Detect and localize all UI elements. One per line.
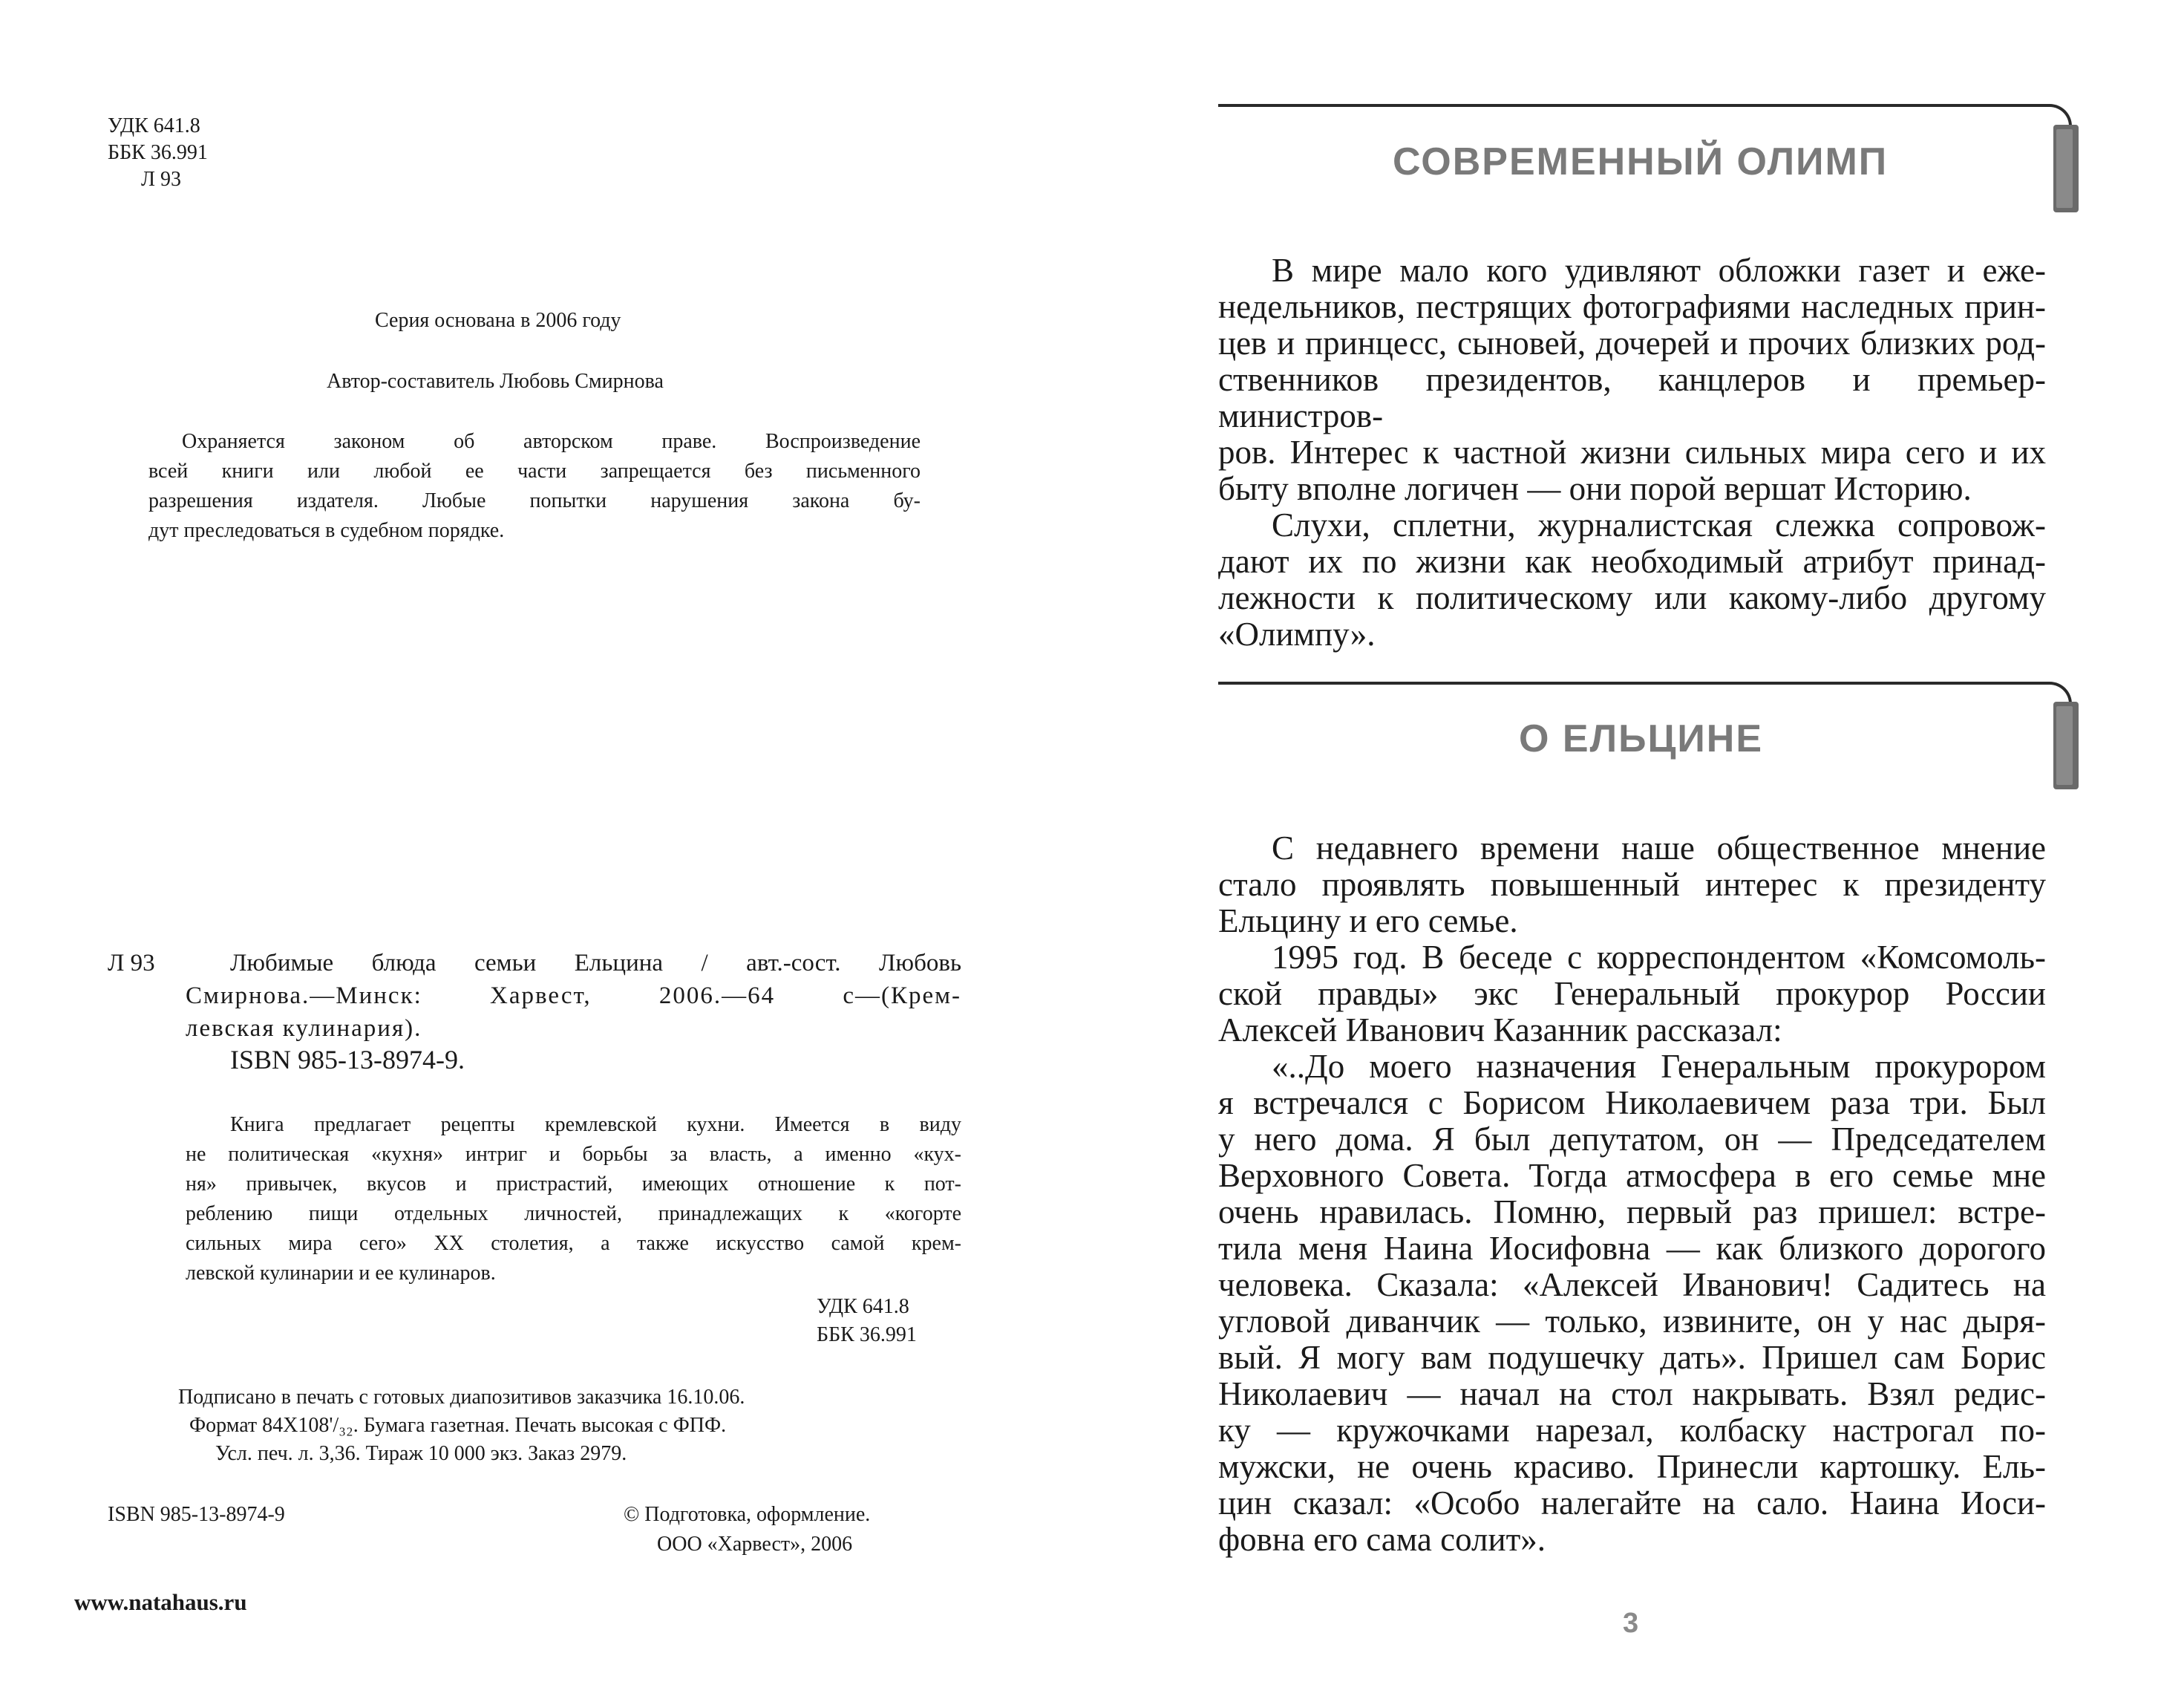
book-annotation xyxy=(186,1110,961,1288)
paragraph-line: тила меня Наина Иосифовна — как близкого дорогого xyxy=(1218,1230,2046,1267)
paragraph-line: быту вполне логичен — они порой вершат Историю. xyxy=(1218,470,1972,507)
catalog-line: левская кулинария). xyxy=(186,1015,422,1042)
copyright-line: разрешения издателя. Любые попытки нарушения закона бу- xyxy=(148,489,921,512)
website-link[interactable]: www.natahaus.ru xyxy=(74,1589,247,1615)
paragraph-line: «..До моего назначения Генеральным прокурором xyxy=(1272,1048,2046,1085)
catalog-isbn: ISBN 985-13-8974-9. xyxy=(230,1045,465,1074)
annotation-line: ня» привычек, вкусов и пристрастий, имеющих отношение к пот- xyxy=(186,1173,961,1196)
series-note: Серия основана в 2006 году xyxy=(375,309,621,332)
paragraph-line: стало проявлять повышенный интерес к президенту xyxy=(1218,866,2046,903)
paragraph-line: ской правды» экс Генеральный прокурор России xyxy=(1218,975,2046,1012)
copyright-notice xyxy=(148,427,921,546)
paragraph-line: цин сказал: «Особо налегайте на сало. Наина Иоси- xyxy=(1218,1484,2046,1522)
annotation-line: реблению пищи отдельных личностей, принадлежащих к «когорте xyxy=(186,1202,961,1225)
annotation-line: Книга предлагает рецепты кремлевской кухни. Имеется в виду xyxy=(230,1113,961,1136)
copyright-line: всей книги или любой ее части запрещается без письменного xyxy=(148,460,921,483)
imprint-line: Усл. печ. л. 3,36. Тираж 10 000 экз. Заказ 2979. xyxy=(215,1442,627,1465)
annotation-line: сильных мира сего» XX столетия, а также искусство самой крем- xyxy=(186,1232,961,1255)
catalog-description xyxy=(186,947,961,1045)
catalog-udk: УДК 641.8 xyxy=(817,1295,909,1318)
paragraph-line: вый. Я могу вам подушечку дать». Пришел сам Борис xyxy=(1218,1339,2046,1376)
author-mark: Л 93 xyxy=(141,168,181,191)
paragraph-line: фовна его сама солит». xyxy=(1218,1521,1546,1558)
paragraph-line: Ельцину и его семье. xyxy=(1218,902,1518,939)
catalog-bbk: ББК 36.991 xyxy=(817,1323,917,1346)
footer-publisher: ООО «Харвест», 2006 xyxy=(657,1533,853,1556)
header-rule xyxy=(1218,104,2024,107)
imprint-line: Подписано в печать с готовых диапозитивов заказчика 16.10.06. xyxy=(178,1386,745,1409)
paragraph-line: цев и принцесс, сыновей, дочерей и прочих близких род- xyxy=(1218,325,2046,362)
paragraph-line: С недавнего времени наше общественное мнение xyxy=(1272,829,2046,867)
paragraph-line: ственников президентов, канцлеров и премьер-министров- xyxy=(1218,361,2046,434)
page-number: 3 xyxy=(1623,1608,1639,1639)
section-title: СОВРЕМЕННЫЙ ОЛИМП xyxy=(1393,140,1889,183)
imprint-line: Формат 84X108'/₃₂. Бумага газетная. Печать высокая с ФПФ. xyxy=(189,1414,727,1437)
paragraph-line: Слухи, сплетни, журналистская слежка сопровож- xyxy=(1272,506,2046,544)
footer-isbn: ISBN 985-13-8974-9 xyxy=(108,1503,285,1526)
annotation-line: левской кулинарии и ее кулинаров. xyxy=(186,1262,496,1285)
paragraph-line: мужски, не очень красиво. Принесли картошку. Ель- xyxy=(1218,1448,2046,1485)
paragraph-line: угловой диванчик — только, извините, он у нас дыря- xyxy=(1218,1302,2046,1340)
bbk-code: ББК 36.991 xyxy=(108,141,208,164)
annotation-line: не политическая «кухня» интриг и борьбы за власть, а именно «кух- xyxy=(186,1143,961,1166)
paragraph-line: «Олимпу». xyxy=(1218,616,1376,653)
paragraph-line: Николаевич — начал на стол накрывать. Взял редис- xyxy=(1218,1375,2046,1412)
header-rule xyxy=(1218,682,2024,685)
copyright-line: Охраняется законом об авторском праве. Воспроизведение xyxy=(182,430,921,453)
paragraph-line: я встречался с Борисом Николаевичем раза три. Был xyxy=(1218,1084,2046,1121)
paragraph-line: дают их по жизни как необходимый атрибут принад- xyxy=(1218,543,2046,580)
paragraph-line: Верховного Совета. Тогда атмосфера в его семье мне xyxy=(1218,1157,2046,1194)
copyright-line: дут преследоваться в судебном порядке. xyxy=(148,519,505,542)
section-body xyxy=(1218,252,2046,653)
author-note: Автор-составитель Любовь Смирнова xyxy=(327,370,664,393)
paragraph-line: недельников, пестрящих фотографиями наследных прин- xyxy=(1218,288,2046,325)
udk-code: УДК 641.8 xyxy=(108,114,200,137)
paragraph-line: лежности к политическому или какому-либо другому xyxy=(1218,579,2046,616)
paragraph-line: человека. Сказала: «Алексей Иванович! Садитесь на xyxy=(1218,1266,2046,1303)
section-tab xyxy=(2053,702,2079,789)
section-title: О ЕЛЬЦИНЕ xyxy=(1519,717,1764,760)
catalog-code: Л 93 xyxy=(108,950,155,976)
paragraph-line: ров. Интерес к частной жизни сильных мира сего и их xyxy=(1218,434,2046,471)
paragraph-line: у него дома. Я был депутатом, он — Председателем xyxy=(1218,1121,2046,1158)
catalog-line: Смирнова.—Минск: Харвест, 2006.—64 с—(Крем- xyxy=(186,982,961,1009)
section-body xyxy=(1218,830,2046,1558)
paragraph-line: ку — кружочками нарезал, колбаску настрогал по- xyxy=(1218,1412,2046,1449)
paragraph-line: Алексей Иванович Казанник рассказал: xyxy=(1218,1011,1782,1049)
footer-copyright: © Подготовка, оформление. xyxy=(624,1503,871,1526)
paragraph-line: 1995 год. В беседе с корреспондентом «Комсомоль- xyxy=(1272,939,2046,976)
paragraph-line: очень нравилась. Помню, первый раз пришел: встре- xyxy=(1218,1193,2046,1230)
paragraph-line: В мире мало кого удивляют обложки газет и еже- xyxy=(1272,252,2046,289)
section-tab xyxy=(2053,125,2079,212)
catalog-line: Любимые блюда семьи Ельцина / авт.-сост. Любовь xyxy=(230,950,961,976)
right-page xyxy=(1092,0,2184,1699)
